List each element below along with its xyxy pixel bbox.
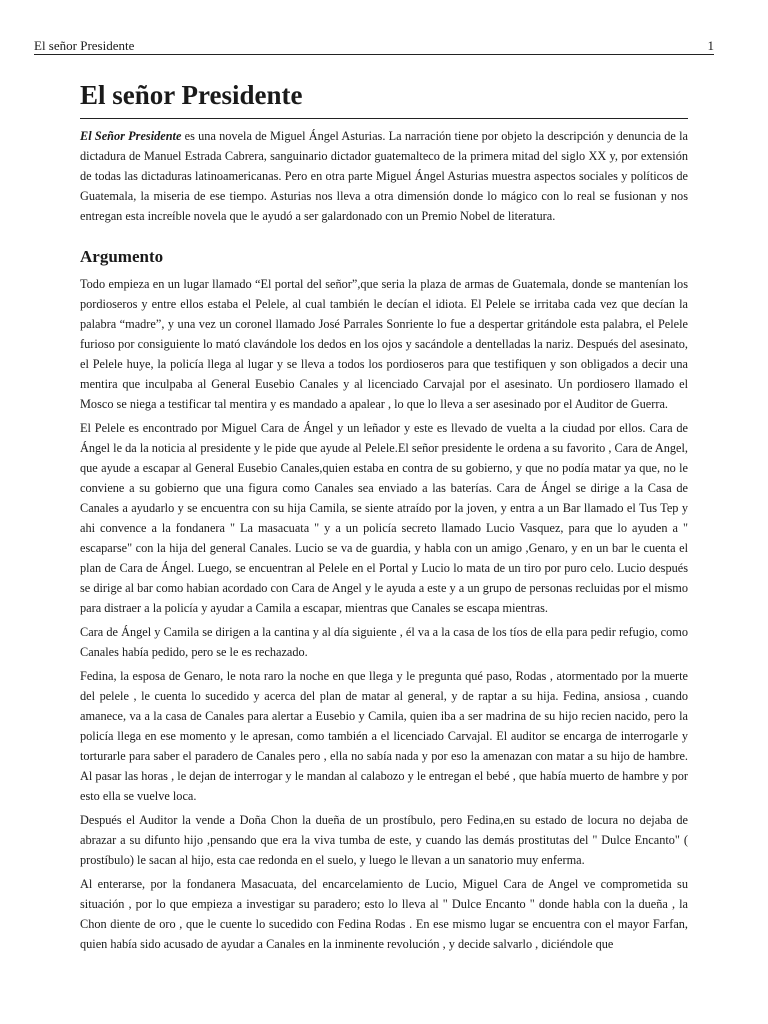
paragraph: Al enterarse, por la fondanera Masacuata, del encarcelamiento de Lucio, Miguel Cara de Angel ve comprometida su situación , por lo que empieza a investigar su paradero; esto lo lleva al " Dulce Encanto " donde habla con la dueña , la Chon diente de oro , que le cuente lo sucedido con Fedina Rodas . En ese mismo lugar se encuentra con el mayor Farfan, quien había sido acusado de ayudar a Canales en la inminente revolución , y decide salvarlo , diciéndole que: [80, 877, 688, 951]
paragraph: Fedina, la esposa de Genaro, le nota raro la noche en que llega y le pregunta qué paso, Rodas , atormentado por la muerte del pelele , le cuenta lo sucedido y acerca del plan de matar al general, y de raptar a su hija. Fedina, ansiosa , cuando amanece, va a la casa de Canales para alertar a Eusebio y Camila, quien iba a ser madrina de su hijo recien nacido, pero la policía llega en ese momento y le apresan, como también a el licenciado Carvajal. El auditor se encarga de interrogarle y torturarle para saber el paradero de Canales pero , ella no sabía nada y por eso la amenazan con matar a su hijo de hambre. Al pasar las horas , le dejan de interrogar y le mandan al calabozo y le entregan el bebé , que había muerto de hambre y por esto ella se vuelve loca.: [80, 669, 688, 803]
title-divider: [80, 118, 688, 119]
page-title: El señor Presidente: [80, 80, 303, 110]
intro-lead-text: El Señor Presidente: [80, 129, 182, 143]
intro-text: es una novela de Miguel Ángel Asturias. La narración tiene por objeto la descripción y denuncia de la dictadura de Manuel Estrada Cabrera, sanguinario dictador guatemalteco de la primera mitad del siglo XX y, por extensión de todas las dictaduras latinoamericanas. Pero en otra parte Miguel Ángel Asturias muestra aspectos sociales y políticos de Guatemala, la miseria de ese tiempo. Asturias nos lleva a otra dimensión donde lo mágico con lo real se fusionan y nos entregan esta increíble novela que le ayudó a ser galardonado con un Premio Nobel de literatura.: [80, 129, 688, 223]
section-heading: Argumento: [80, 247, 164, 266]
paragraph: El Pelele es encontrado por Miguel Cara de Ángel y un leñador y este es llevado de vuelta a la ciudad por ellos. Cara de Ángel le da la noticia al presidente y le pide que ayude al Pelele.El señor presidente le ordena a su favorito , Cara de Angel, que ayude a escapar al General Eusebio Canales,quien estaba en contra de su gobierno, y que no podía matar ya que, no le conviene a su gobierno que una figura como Canales sea enviado a las baterías. Cara de Ángel se dirige a la Casa de Canales a ayudarlo y se encuentra con su hija Camila, se siente atraído por la joven, y entra a un Bar llamado el Tus Tep y ahi convence a la fondanera " La masacuata " y a un policía secreto llamado Lucio Vasquez, para que lo ayuden a " escaparse" con la hija del general Canales. Lucio se va de guardia, y habla con un amigo ,Genaro, y en un bar le cuenta el plan de Cara de Ángel. Luego, se encuentran al Pelele en el Portal y Lucio lo mata de un tiro por puro celo. Lucio después se dirige al bar como habian acordado con Cara de Angel y le ayuda a este y a un grupo de personas recluidas por el mismo para distraer a la policía y ayudar a Camila a escapar, mientras que Canales se escapa mientras.: [80, 421, 688, 615]
header-divider: [34, 54, 714, 55]
running-header: [34, 38, 714, 54]
intro-paragraph: [80, 126, 688, 226]
page-number: 1: [707, 38, 714, 53]
paragraph: Después el Auditor la vende a Doña Chon la dueña de un prostíbulo, pero Fedina,en su estado de locura no dejaba de abrazar a su difunto hijo ,pensando que era la viva tumba de este, y cuando las demás prostitutas del " Dulce Encanto" ( prostíbulo) le sacan al hijo, esta cae redonda en el suelo, y luego le llevan a un sanatorio muy enferma.: [80, 813, 688, 867]
paragraph: Todo empieza en un lugar llamado “El portal del señor”,que seria la plaza de armas de Guatemala, donde se mantenían los pordioseros y entre ellos estaba el Pelele, al cual también le decían el idiota. El Pelele se irritaba cada vez que decían la palabra “madre”, y una vez un coronel llamado José Parrales Sonriente lo fue a despertar gritándole esta palabra, el Pelele furioso por consiguiente lo mató clavándole los dedos en los ojos y sacándole a dentelladas la nariz. Después del asesinato, el Pelele huye, la policía llega al lugar y se lleva a todos los pordioseros para que testifiquen y son obligados a decir una mentira que inculpaba al General Eusebio Canales y al licenciado Carvajal por el asesinato. Un pordiosero llamado el Mosco se niega a testificar tal mentira y es mandado a apalear , lo que lo lleva a ser asesinado por el Auditor de Guerra.: [80, 277, 688, 411]
paragraph: Cara de Ángel y Camila se dirigen a la cantina y al día siguiente , él va a la casa de los tíos de ella para pedir refugio, como Canales había pedido, pero se le es rechazado.: [80, 625, 688, 659]
article-body: [80, 126, 688, 958]
running-title: El señor Presidente: [34, 38, 135, 53]
